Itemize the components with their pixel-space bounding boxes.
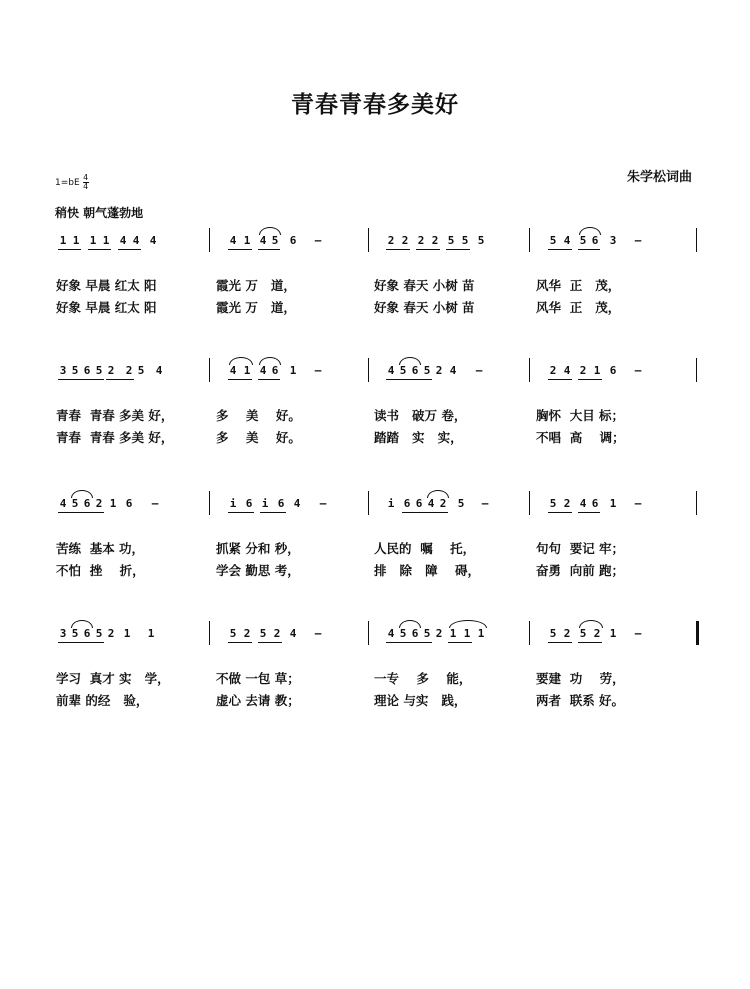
beam-underline [260, 512, 286, 513]
note: 2 [439, 497, 447, 510]
slur-mark [579, 227, 601, 235]
beam-underline [386, 379, 432, 380]
note: 3 [59, 364, 67, 377]
beam-underline [548, 512, 572, 513]
note: 2 [563, 497, 571, 510]
song-title: 青春青春多美好 [291, 92, 459, 118]
barline [368, 491, 369, 515]
note: 6 [411, 627, 419, 640]
beam-underline [448, 642, 472, 643]
note: 1 [123, 627, 131, 640]
lyric-line-verse-1 [56, 276, 700, 298]
note: 6 [125, 497, 133, 510]
note: 5 [271, 234, 279, 247]
note: – [314, 627, 322, 640]
barline [368, 358, 369, 382]
note: 4 [293, 497, 301, 510]
lyric-phrase: 虚心 去请 教； [216, 693, 300, 708]
lyric-phrase: 多 美 好。 [216, 430, 301, 445]
beam-underline [402, 512, 448, 513]
note: 1 [449, 627, 457, 640]
slur-mark [71, 620, 93, 628]
barline [696, 358, 697, 382]
barline [529, 358, 530, 382]
lyric-line-verse-2 [56, 691, 700, 713]
lyric-phrase: 理论 与实 践， [374, 693, 467, 708]
note: 1 [109, 497, 117, 510]
lyric-line-verse-1 [56, 406, 700, 428]
beam-underline [578, 642, 602, 643]
beam-underline [548, 379, 572, 380]
note: 4 [387, 627, 395, 640]
slur-mark [449, 620, 487, 628]
beam-underline [58, 642, 104, 643]
note: 6 [403, 497, 411, 510]
note: 6 [591, 497, 599, 510]
note: 4 [387, 364, 395, 377]
note: 1 [289, 364, 297, 377]
beam-underline [386, 642, 432, 643]
note: 5 [137, 364, 145, 377]
note: 5 [549, 497, 557, 510]
notation-line [56, 495, 700, 517]
note: 5 [259, 627, 267, 640]
note: 2 [387, 234, 395, 247]
lyric-line-verse-2 [56, 298, 700, 320]
note: 1 [147, 627, 155, 640]
score-system [56, 362, 700, 450]
beam-underline [58, 379, 104, 380]
note: 2 [593, 627, 601, 640]
note: 4 [119, 234, 127, 247]
lyric-phrase: 前辈 的经 验， [56, 693, 149, 708]
note: 1 [59, 234, 67, 247]
note: 4 [155, 364, 163, 377]
note: 6 [83, 497, 91, 510]
note: 6 [245, 497, 253, 510]
note: 4 [289, 627, 297, 640]
lyric-phrase: 踏踏 实 实， [374, 430, 463, 445]
note: 5 [549, 234, 557, 247]
key-prefix: 1= [55, 177, 69, 188]
lyric-phrase: 风华 正 茂， [536, 278, 621, 293]
note: 4 [579, 497, 587, 510]
lyric-phrase: 不唱 高 调； [536, 430, 625, 445]
note: 2 [579, 364, 587, 377]
lyric-phrase: 好象 春天 小树 苗 [374, 278, 475, 293]
lyric-phrase: 好象 春天 小树 苗 [374, 300, 475, 315]
slur-mark [579, 620, 603, 628]
key-signature [55, 174, 89, 191]
note: 1 [243, 234, 251, 247]
barline [529, 621, 530, 645]
lyric-phrase: 学习 真才 实 学， [56, 671, 170, 686]
tempo-marking: 稍快 朝气蓬勃地 [55, 206, 144, 220]
note: – [314, 364, 322, 377]
beam-underline [58, 512, 104, 513]
barline [529, 491, 530, 515]
note: 5 [423, 627, 431, 640]
lyric-phrase: 好象 早晨 红太 阳 [56, 300, 157, 315]
note: – [151, 497, 159, 510]
note: 2 [107, 364, 115, 377]
beam-underline [578, 379, 602, 380]
note: 1 [72, 234, 80, 247]
note: 6 [277, 497, 285, 510]
lyric-phrase: 句句 要记 牢； [536, 541, 625, 556]
note: 6 [289, 234, 297, 247]
lyric-phrase: 青春 青春 多美 好， [56, 408, 174, 423]
note: 3 [609, 234, 617, 247]
beam-underline [228, 249, 252, 250]
lyric-line-verse-1 [56, 539, 700, 561]
note: 5 [71, 364, 79, 377]
note: 5 [549, 627, 557, 640]
beam-underline [548, 642, 572, 643]
time-bottom: 4 [83, 182, 89, 191]
lyric-line-verse-2 [56, 561, 700, 583]
barline [209, 621, 210, 645]
final-barline [696, 621, 699, 645]
note: 4 [229, 234, 237, 247]
notation-line [56, 625, 700, 647]
note: 5 [95, 627, 103, 640]
note: 1 [463, 627, 471, 640]
barline [529, 228, 530, 252]
lyric-phrase: 奋勇 向前 跑； [536, 563, 625, 578]
note: 4 [149, 234, 157, 247]
note: 2 [417, 234, 425, 247]
note: 5 [399, 627, 407, 640]
note: 4 [229, 364, 237, 377]
note: 1 [102, 234, 110, 247]
beam-underline [386, 249, 410, 250]
barline [696, 228, 697, 252]
beam-underline [446, 249, 470, 250]
note: 4 [259, 364, 267, 377]
barline [696, 491, 697, 515]
score-system [56, 232, 700, 320]
beam-underline [88, 249, 111, 250]
slur-mark [399, 620, 421, 628]
note: 6 [609, 364, 617, 377]
slur-mark [427, 490, 449, 498]
lyric-phrase: 风华 正 茂， [536, 300, 621, 315]
note: 5 [229, 627, 237, 640]
lyric-line-verse-2 [56, 428, 700, 450]
note: 6 [83, 627, 91, 640]
lyric-phrase: 学会 勤思 考， [216, 563, 300, 578]
note: 1 [609, 497, 617, 510]
beam-underline [416, 249, 440, 250]
lyric-phrase: 不怕 挫 折， [56, 563, 145, 578]
note: 1 [243, 364, 251, 377]
note: i [261, 497, 269, 510]
note: 2 [107, 627, 115, 640]
note: 1 [609, 627, 617, 640]
note: 5 [579, 234, 587, 247]
note: 5 [399, 364, 407, 377]
beam-underline [548, 249, 572, 250]
note: 4 [449, 364, 457, 377]
beam-underline [58, 249, 81, 250]
lyric-phrase: 人民的 嘱 托， [374, 541, 476, 556]
note: 2 [563, 627, 571, 640]
notation-line [56, 362, 700, 384]
lyric-phrase: 胸怀 大目 标； [536, 408, 625, 423]
note: 5 [71, 497, 79, 510]
note: – [634, 364, 642, 377]
beam-underline [228, 379, 252, 380]
lyric-phrase: 抓紧 分和 秒， [216, 541, 300, 556]
note: 2 [273, 627, 281, 640]
barline [209, 491, 210, 515]
note: 4 [259, 234, 267, 247]
lyric-phrase: 好象 早晨 红太 阳 [56, 278, 157, 293]
lyric-phrase: 青春 青春 多美 好， [56, 430, 174, 445]
note: i [229, 497, 237, 510]
beam-underline [228, 642, 252, 643]
note: – [319, 497, 327, 510]
note: 5 [579, 627, 587, 640]
note: 4 [563, 364, 571, 377]
notation-line [56, 232, 700, 254]
slur-mark [259, 357, 281, 365]
lyric-phrase: 读书 破万 卷， [374, 408, 467, 423]
beam-underline [578, 512, 600, 513]
lyric-phrase: 不做 一包 草； [216, 671, 300, 686]
note: – [634, 234, 642, 247]
note: 6 [411, 364, 419, 377]
note: 2 [95, 497, 103, 510]
beam-underline [118, 249, 141, 250]
note: 1 [477, 627, 485, 640]
lyric-phrase: 两者 联系 好。 [536, 693, 625, 708]
lyric-phrase: 霞光 万 道， [216, 300, 296, 315]
note: – [475, 364, 483, 377]
barline [209, 228, 210, 252]
note: i [387, 497, 395, 510]
slur-mark [259, 227, 281, 235]
note: 4 [563, 234, 571, 247]
lyric-line-verse-1 [56, 669, 700, 691]
note: 2 [431, 234, 439, 247]
note: 5 [71, 627, 79, 640]
barline [209, 358, 210, 382]
note: 5 [477, 234, 485, 247]
barline [368, 228, 369, 252]
note: 4 [427, 497, 435, 510]
slur-mark [399, 357, 421, 365]
time-top: 4 [83, 173, 89, 182]
beam-underline [258, 642, 282, 643]
beam-underline [228, 512, 254, 513]
beam-underline [258, 379, 280, 380]
note: – [634, 497, 642, 510]
lyric-phrase: 霞光 万 道， [216, 278, 296, 293]
time-signature [83, 174, 89, 191]
slur-mark [71, 490, 93, 498]
note: 2 [125, 364, 133, 377]
note: 2 [435, 627, 443, 640]
note: 3 [59, 627, 67, 640]
lyric-phrase: 要建 功 劳， [536, 671, 625, 686]
note: 5 [447, 234, 455, 247]
note: 6 [415, 497, 423, 510]
note: – [634, 627, 642, 640]
score-system [56, 625, 700, 713]
key-name: bE [68, 177, 80, 188]
note: 6 [271, 364, 279, 377]
slur-mark [229, 357, 253, 365]
note: 4 [132, 234, 140, 247]
note: 2 [549, 364, 557, 377]
note: 4 [59, 497, 67, 510]
lyric-phrase: 多 美 好。 [216, 408, 301, 423]
composer-credit: 朱学松词曲 [626, 170, 692, 185]
note: 5 [457, 497, 465, 510]
note: 6 [591, 234, 599, 247]
note: 5 [423, 364, 431, 377]
barline [368, 621, 369, 645]
beam-underline [578, 249, 600, 250]
lyric-phrase: 苦练 基本 功， [56, 541, 145, 556]
note: – [481, 497, 489, 510]
score-system [56, 495, 700, 583]
note: 2 [401, 234, 409, 247]
note: 5 [461, 234, 469, 247]
note: 2 [243, 627, 251, 640]
note: 5 [95, 364, 103, 377]
note: – [314, 234, 322, 247]
note: 1 [593, 364, 601, 377]
note: 1 [89, 234, 97, 247]
beam-underline [106, 379, 134, 380]
beam-underline [258, 249, 280, 250]
lyric-phrase: 排 除 障 碍， [374, 563, 481, 578]
note: 2 [435, 364, 443, 377]
lyric-phrase: 一专 多 能， [374, 671, 472, 686]
note: 6 [83, 364, 91, 377]
